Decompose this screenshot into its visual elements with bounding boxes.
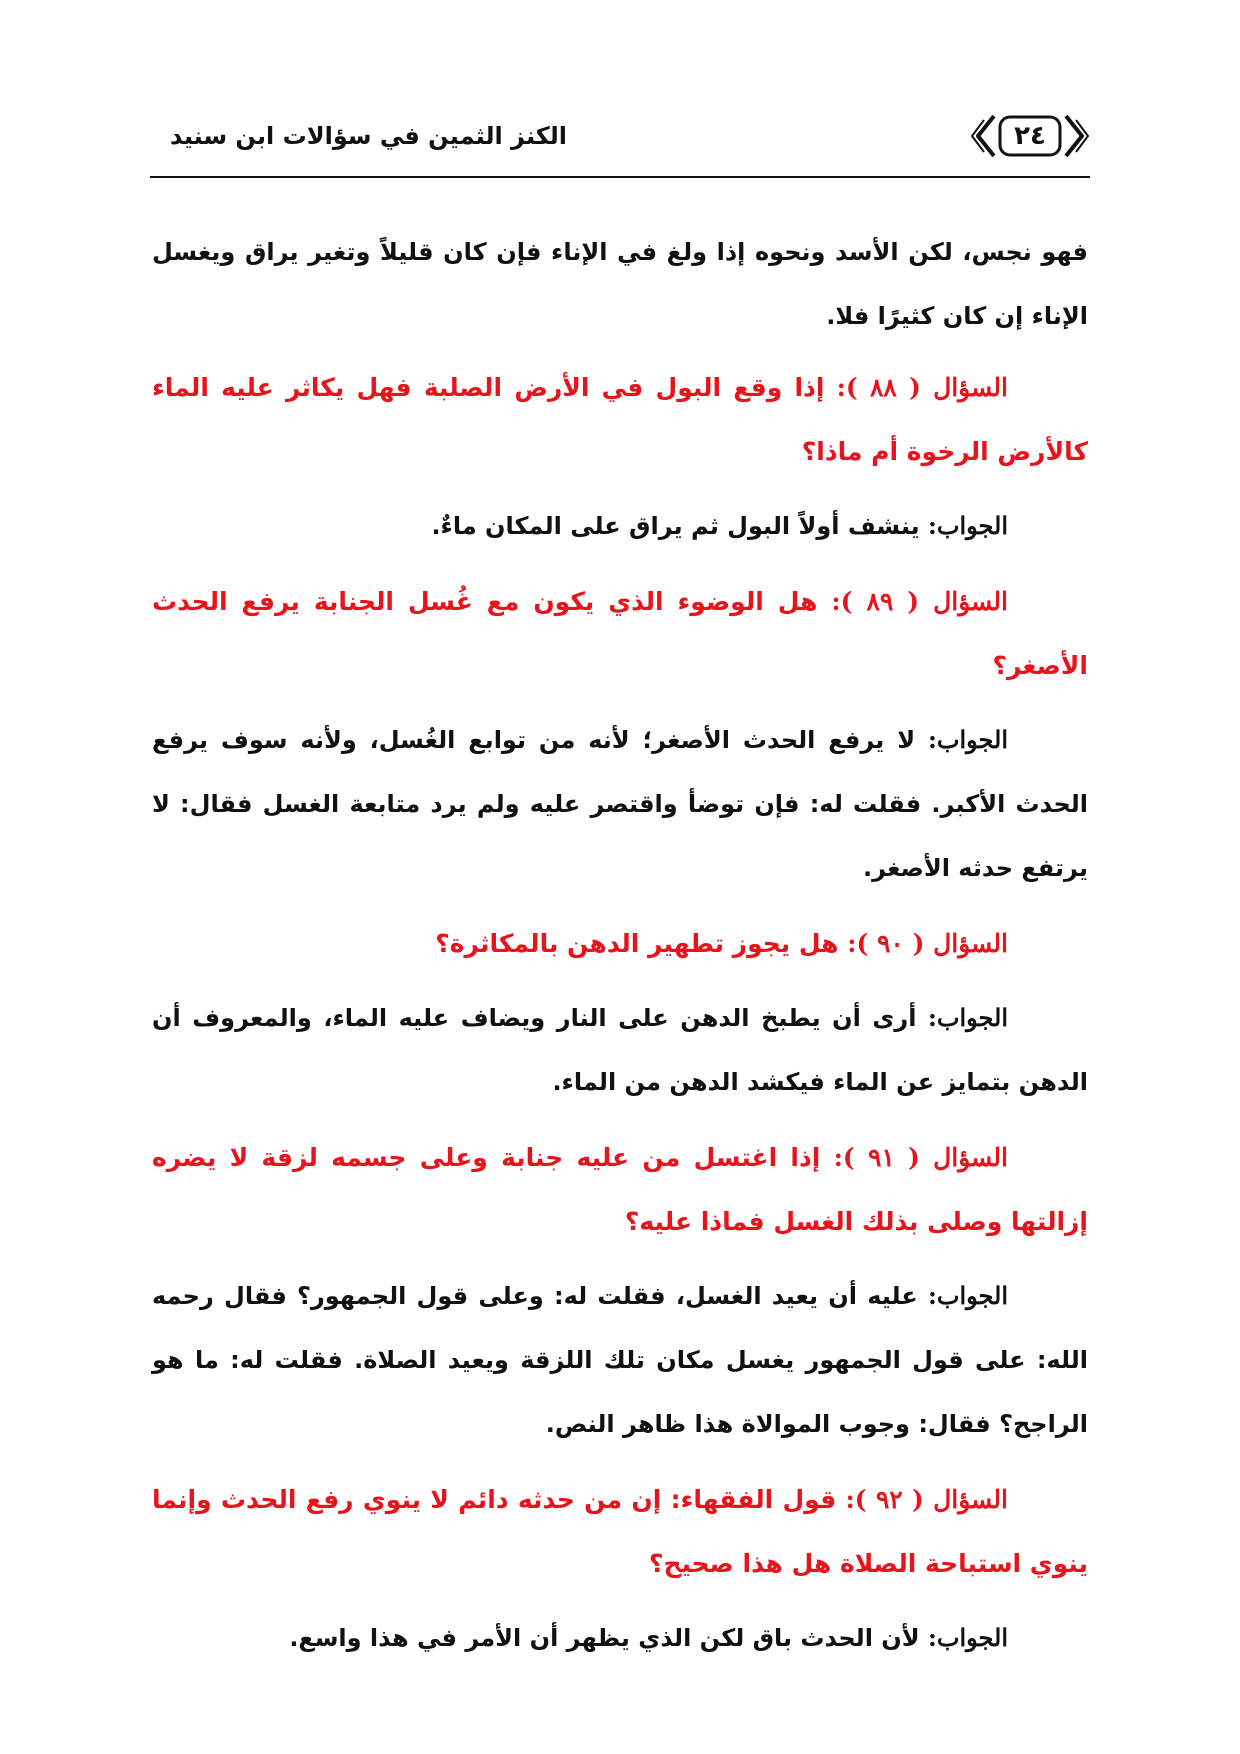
question-text: هل يجوز تطهير الدهن بالمكاثرة؟ [435, 929, 839, 958]
header-divider [150, 176, 1090, 178]
question-90 [152, 912, 1088, 976]
answer-text: لأن الحدث باق لكن الذي يظهر أن الأمر في هذا واسع. [289, 1624, 920, 1652]
page-body [152, 220, 1088, 1682]
answer-label: الجواب: [928, 725, 1008, 754]
answer-text: عليه أن يعيد الغسل، فقلت له: وعلى قول الجمهور؟ فقال رحمه الله: على قول الجمهور يغسل مكان تلك اللزقة ويعيد الصلاة. فقلت له: ما هو الراجح؟ فقال: وجوب الموالاة هذا ظاهر النص. [152, 1282, 1088, 1438]
question-89 [152, 570, 1088, 698]
answer-91 [152, 1264, 1088, 1456]
answer-label: الجواب: [928, 1003, 1008, 1032]
running-title: الكنز الثمين في سؤالات ابن سنيد [170, 122, 567, 150]
question-91 [152, 1126, 1088, 1254]
question-label: السؤال ( ٩١ ): [833, 1143, 1008, 1172]
question-label: السؤال ( ٩٠ ): [847, 929, 1008, 958]
answer-label: الجواب: [928, 1623, 1008, 1652]
answer-text: أرى أن يطبخ الدهن على النار ويضاف عليه الماء، والمعروف أن الدهن بتمايز عن الماء فيكشد الدهن من الماء. [152, 1004, 1088, 1096]
answer-90 [152, 986, 1088, 1114]
question-label: السؤال ( ٩٢ ): [845, 1485, 1008, 1514]
answer-text: لا يرفع الحدث الأصغر؛ لأنه من توابع الغُسل، ولأنه سوف يرفع الحدث الأكبر. فقلت له: فإن توضأ واقتصر عليه ولم يرد متابعة الغسل فقال: لا يرتفع حدثه الأصغر. [152, 726, 1088, 882]
answer-text: ينشف أولاً البول ثم يراق على المكان ماءٌ. [431, 512, 920, 540]
page-number-badge [970, 112, 1090, 160]
answer-label: الجواب: [928, 1281, 1008, 1310]
intro-paragraph: فهو نجس، لكن الأسد ونحوه إذا ولغ في الإناء فإن كان قليلاً وتغير يراق ويغسل الإناء إن كان كثيرًا فلا. [152, 238, 1088, 330]
question-92 [152, 1468, 1088, 1596]
question-label: السؤال ( ٨٩ ): [831, 587, 1008, 616]
page-header [150, 100, 1090, 180]
question-label: السؤال ( ٨٨ ): [836, 373, 1008, 402]
question-text: إذا وقع البول في الأرض الصلبة فهل يكاثر عليه الماء كالأرض الرخوة أم ماذا؟ [152, 373, 1088, 466]
answer-label: الجواب: [928, 511, 1008, 540]
answer-88 [152, 494, 1088, 558]
answer-89 [152, 708, 1088, 900]
question-text: هل الوضوء الذي يكون مع غُسل الجنابة يرفع الحدث الأصغر؟ [152, 587, 1088, 680]
question-text: قول الفقهاء: إن من حدثه دائم لا ينوي رفع الحدث وإنما ينوي استباحة الصلاة هل هذا صحيح؟ [152, 1485, 1088, 1578]
answer-92 [152, 1606, 1088, 1670]
question-88 [152, 356, 1088, 484]
page-number: ٢٤ [1014, 121, 1046, 151]
question-text: إذا اغتسل من عليه جنابة وعلى جسمه لزقة لا يضره إزالتها وصلى بذلك الغسل فماذا عليه؟ [152, 1143, 1088, 1236]
